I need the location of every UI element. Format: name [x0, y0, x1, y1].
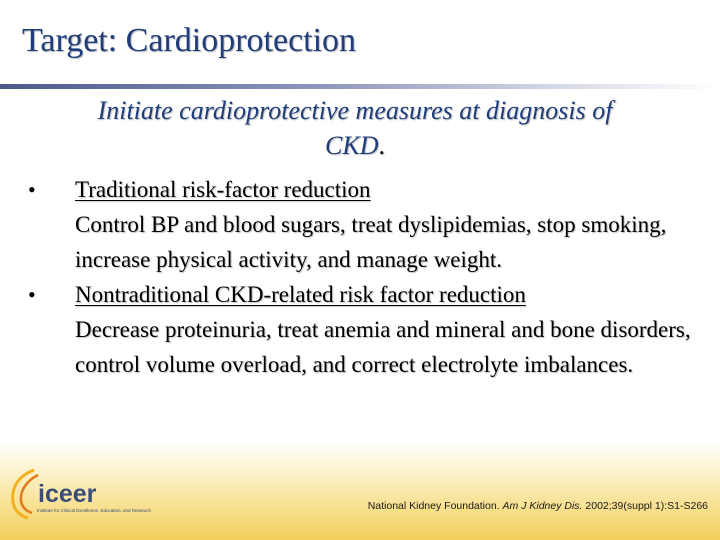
title-divider — [0, 84, 720, 89]
bullet-dot-icon: • — [28, 282, 36, 307]
bullet-heading: Traditional risk-factor reduction — [75, 177, 371, 202]
citation-source: National Kidney Foundation. — [367, 500, 500, 512]
iceer-logo — [8, 466, 208, 526]
logo-wordmark: iceer — [38, 480, 97, 508]
bullet-item-traditional — [28, 172, 698, 277]
citation-details: 2002;39(suppl 1):S1-S266 — [585, 500, 708, 512]
bullet-dot-icon: • — [28, 177, 36, 202]
bullet-list — [28, 172, 698, 382]
slide-title: Target: Cardioprotection — [22, 22, 357, 59]
bullet-heading: Nontraditional CKD-related risk factor reduction — [75, 282, 526, 307]
bullet-body: Control BP and blood sugars, treat dyslipidemias, stop smoking, increase physical activity, and manage weight. — [75, 212, 667, 272]
citation-journal: Am J Kidney Dis. — [502, 500, 583, 512]
slide-subtitle — [95, 93, 615, 163]
logo-tagline: Institute for Clinical Excellence, Education, and Research — [37, 508, 152, 513]
bullet-item-nontraditional — [28, 277, 698, 382]
bullet-body: Decrease proteinuria, treat anemia and mineral and bone disorders, control volume overload, and correct electrolyte imbalances. — [75, 317, 691, 377]
subtitle-text: Initiate cardioprotective measures at diagnosis of CKD — [97, 96, 613, 160]
citation — [368, 500, 708, 512]
subtitle-period: . — [378, 131, 385, 160]
